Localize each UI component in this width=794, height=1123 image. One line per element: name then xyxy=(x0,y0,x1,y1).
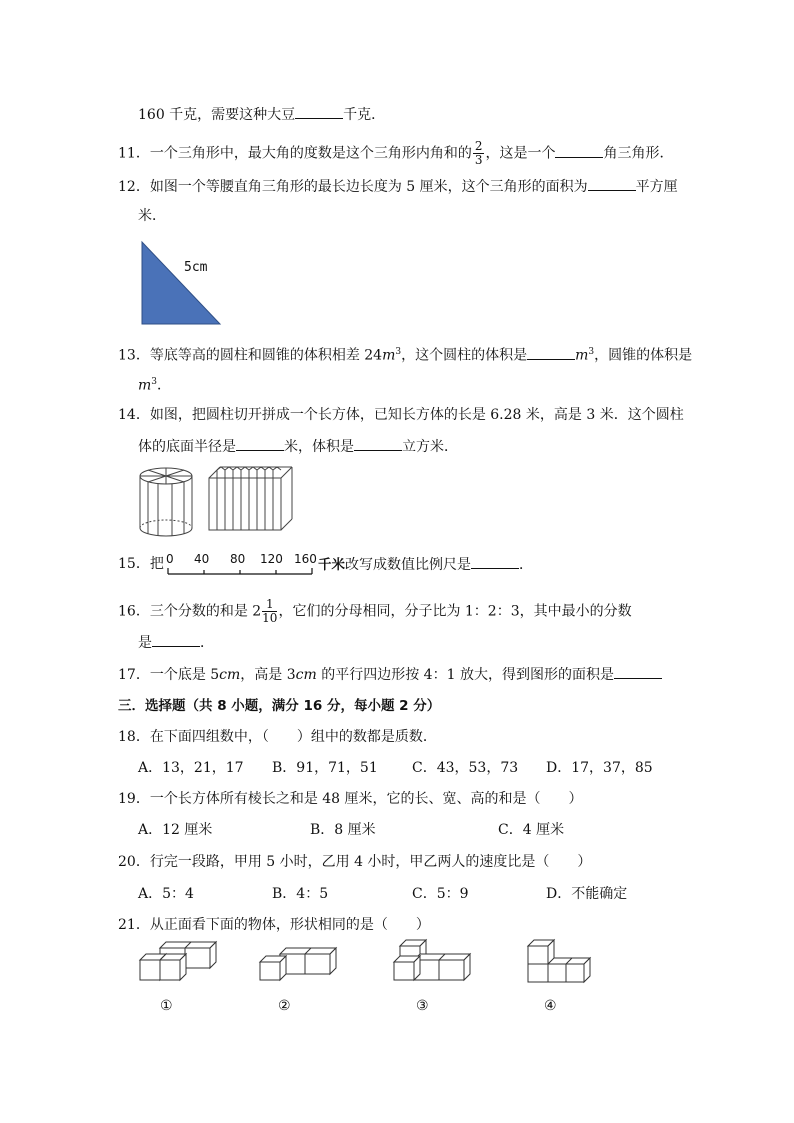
answer-blank[interactable] xyxy=(236,436,284,451)
cylinder-figure xyxy=(138,466,198,538)
option-b[interactable]: B．4：5 xyxy=(272,886,329,902)
figure-label-4[interactable]: ④ xyxy=(544,998,557,1014)
line-scale: 0 40 80 120 160 xyxy=(166,552,317,566)
question-11: 11．一个三角形中，最大角的度数是这个三角形内角和的 $\frac{2}{3}$ ，这是一个 角三角形． xyxy=(118,139,674,167)
answer-blank[interactable] xyxy=(152,632,200,647)
option-b[interactable]: B．8 厘米 xyxy=(310,822,376,838)
option-a[interactable]: A．12 厘米 xyxy=(138,822,213,838)
option-a[interactable]: A．5：4 xyxy=(138,886,194,902)
question-12-line2: 米． xyxy=(138,208,166,224)
question-14: 14．如图，把圆柱切开拼成一个长方体，已知长方体的长是 6.28 米，高是 3 米．这个圆柱 xyxy=(118,407,684,423)
option-c[interactable]: C．5：9 xyxy=(412,886,469,902)
question-19: 19．一个长方体所有棱长之和是 48 厘米，它的长、宽、高的和是（ ） xyxy=(118,791,583,807)
triangle-side-label: 5cm xyxy=(184,260,208,275)
question-21: 21．从正面看下面的物体，形状相同的是（ ） xyxy=(118,917,430,933)
answer-blank[interactable] xyxy=(588,176,636,191)
question-13-line2: $m^3$． xyxy=(138,377,172,394)
answer-blank[interactable] xyxy=(555,143,603,158)
cube-figure-2 xyxy=(258,942,338,984)
question-15-rest: 千米改写成数值比例尺是 ． xyxy=(318,554,533,575)
question-18: 18．在下面四组数中，（ ）组中的数都是质数． xyxy=(118,729,437,745)
question-15: 15．把 xyxy=(118,556,164,572)
option-b[interactable]: B．91，71，51 xyxy=(272,760,378,776)
answer-blank[interactable] xyxy=(295,104,343,119)
answer-blank[interactable] xyxy=(354,436,402,451)
section-heading: 三．选择题（共 8 小题，满分 16 分，每小题 2 分） xyxy=(118,698,441,714)
question-20: 20．行完一段路，甲用 5 小时，乙用 4 小时，甲乙两人的速度比是（ ） xyxy=(118,854,592,870)
fraction: $\frac{2}{3}$ xyxy=(474,139,483,167)
answer-blank[interactable] xyxy=(614,664,662,679)
figure-label-2[interactable]: ② xyxy=(278,998,291,1014)
question-13: 13．等底等高的圆柱和圆锥的体积相差 $24m^3$，这个圆柱的体积是 $m^3$，圆锥的体积是 xyxy=(118,342,692,366)
figure-label-3[interactable]: ③ xyxy=(416,998,429,1014)
cube-figure-4 xyxy=(526,938,592,984)
answer-blank[interactable] xyxy=(471,554,519,569)
cube-figure-3 xyxy=(392,940,472,984)
option-c[interactable]: C．4 厘米 xyxy=(498,822,565,838)
fraction: $\frac{1}{10}$ xyxy=(262,597,278,625)
cube-figure-1 xyxy=(138,942,218,984)
question-16-line2: 是 ． xyxy=(138,632,214,653)
cuboid-figure xyxy=(208,466,294,532)
answer-blank[interactable] xyxy=(527,345,575,360)
option-a[interactable]: A．13，21，17 xyxy=(138,760,244,776)
option-c[interactable]: C．43，53，73 xyxy=(412,760,519,776)
question-16: 16．三个分数的和是 2 $\frac{1}{10}$ ，它们的分母相同，分子比为 1：2：3，其中最小的分数 xyxy=(118,597,632,625)
q10-tail: 160 千克，需要这种大豆 千克． xyxy=(138,104,385,125)
figure-label-1[interactable]: ① xyxy=(160,998,173,1014)
question-14-line2: 体的底面半径是 米，体积是 立方米． xyxy=(138,436,458,457)
isosceles-right-triangle-figure xyxy=(140,240,222,326)
option-d[interactable]: D．17，37，85 xyxy=(546,760,653,776)
option-d[interactable]: D．不能确定 xyxy=(546,886,628,902)
question-17: 17．一个底是 5cm，高是 3cm 的平行四边形按 4：1 放大，得到图形的面积是 xyxy=(118,664,662,685)
question-12: 12．如图一个等腰直角三角形的最长边长度为 5 厘米，这个三角形的面积为 平方厘 xyxy=(118,176,678,197)
